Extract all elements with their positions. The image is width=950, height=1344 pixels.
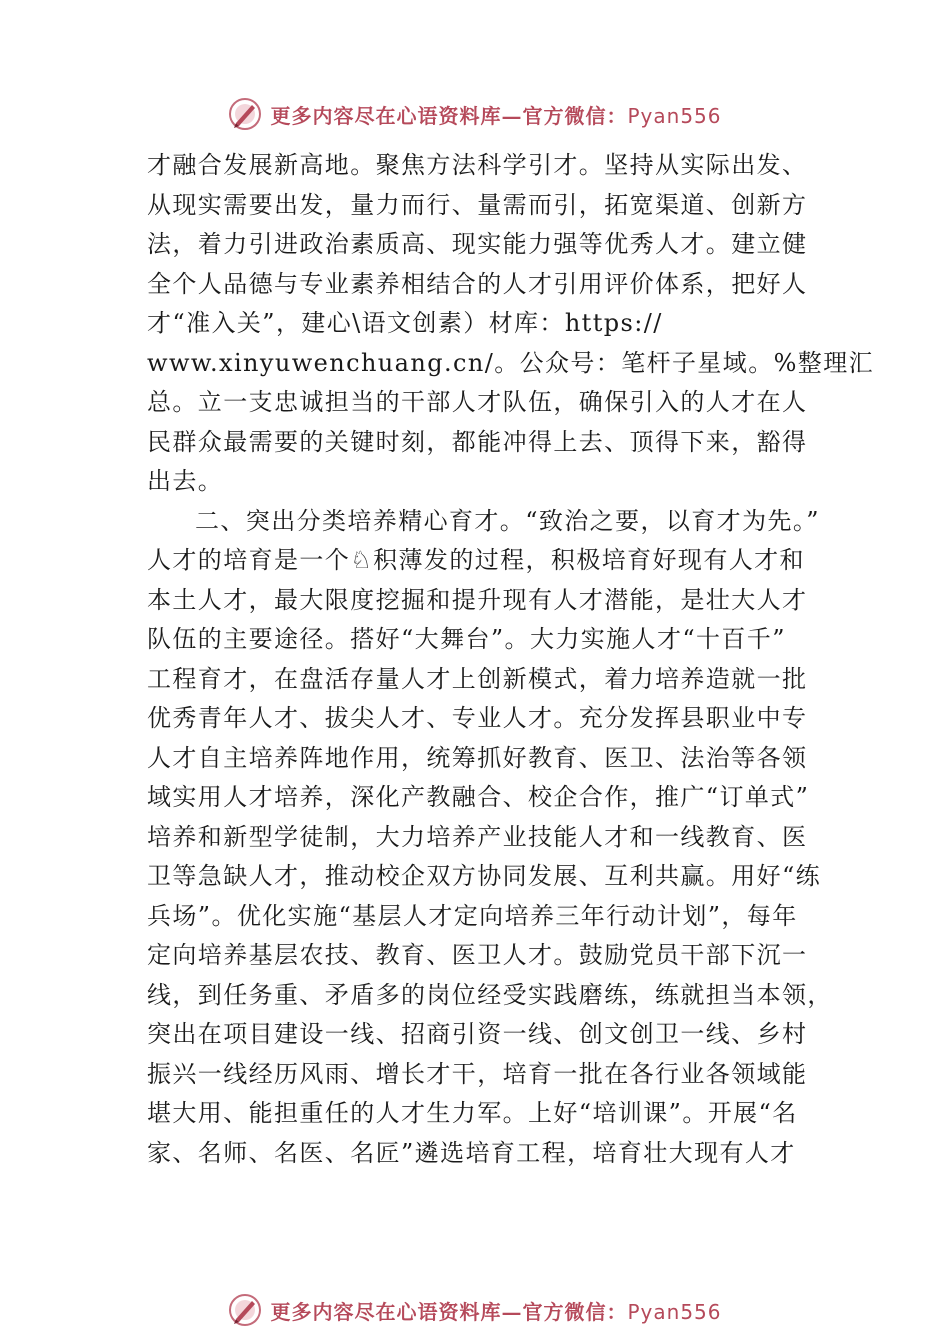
text-line: 培养和新型学徒制，大力培养产业技能人才和一线教育、医 (147, 822, 808, 851)
text-line: 从现实需要出发，量力而行、量需而引，拓宽渠道、创新方 (147, 190, 808, 219)
text-line: 突出在项目建设一线、招商引资一线、创文创卫一线、乡村 (147, 1020, 808, 1048)
wechat-id: Pyan556 (627, 1299, 722, 1324)
text-line: 队伍的主要途径。搭好“大舞台”。大力实施人才“十百千” (147, 625, 786, 653)
banner-text: 更多内容尽在心语资料库—官方微信：Pyan556 (270, 103, 722, 128)
text-line: 堪大用、能担重任的人才生力军。上好“培训课”。开展“名 (147, 1099, 798, 1127)
text-line: 出去。 (147, 467, 224, 495)
pen-logo-icon (228, 1293, 262, 1327)
text-line: 工程育才，在盘活存量人才上创新模式，着力培养造就一批 (147, 664, 808, 693)
text-line: 振兴一线经历风雨、增长才干，培育一批在各行业各领域能 (147, 1059, 808, 1088)
text-line: 线，到任务重、矛盾多的岗位经受实践磨练，练就担当本领， (147, 980, 833, 1009)
text-line: 总。立一支忠诚担当的干部人才队伍，确保引入的人才在人 (147, 388, 808, 416)
footer-banner (0, 1290, 950, 1330)
text-line: www.xinyuwenchuang.cn/。公众号：笔杆子星域。%整理汇 (147, 348, 874, 377)
document-body (147, 146, 874, 1173)
text-line: 法，着力引进政治素质高、现实能力强等优秀人才。建立健 (147, 230, 808, 258)
text-line: 卫等急缺人才，推动校企双方协同发展、互利共赢。用好“练 (147, 862, 822, 890)
text-line: 才“准入关”，建心\语文创素）材库：https:// (147, 309, 663, 337)
text-line: 本土人才，最大限度挖掘和提升现有人才潜能，是壮大人才 (147, 585, 808, 614)
wechat-id: Pyan556 (627, 103, 722, 128)
text-line: 民群众最需要的关键时刻，都能冲得上去、顶得下来，豁得 (147, 427, 808, 456)
text-line: 家、名师、名医、名匠”遴选培育工程，培育壮大现有人才 (147, 1138, 796, 1167)
text-line: 人才的培育是一个♘积薄发的过程，积极培育好现有人才和 (147, 546, 805, 574)
pen-logo-icon (228, 97, 262, 131)
header-banner (0, 94, 950, 134)
text-line: 域实用人才培养，深化产教融合、校企合作，推广“订单式” (147, 783, 810, 811)
text-line: 兵场”。优化实施“基层人才定向培养三年行动计划”，每年 (147, 901, 798, 930)
banner-text: 更多内容尽在心语资料库—官方微信：Pyan556 (270, 1299, 722, 1324)
text-line: 优秀青年人才、拔尖人才、专业人才。充分发挥县职业中专 (147, 704, 808, 732)
text-line: 定向培养基层农技、教育、医卫人才。鼓励党员干部下沉一 (147, 941, 808, 969)
text-line: 才融合发展新高地。聚焦方法科学引才。坚持从实际出发、 (147, 151, 808, 179)
text-line-paragraph-start: 二、突出分类培养精心育才。“致治之要，以育才为先。” (195, 506, 820, 535)
text-line: 人才自主培养阵地作用，统筹抓好教育、医卫、法治等各领 (147, 743, 808, 772)
text-line: 全个人品德与专业素养相结合的人才引用评价体系，把好人 (147, 269, 808, 298)
